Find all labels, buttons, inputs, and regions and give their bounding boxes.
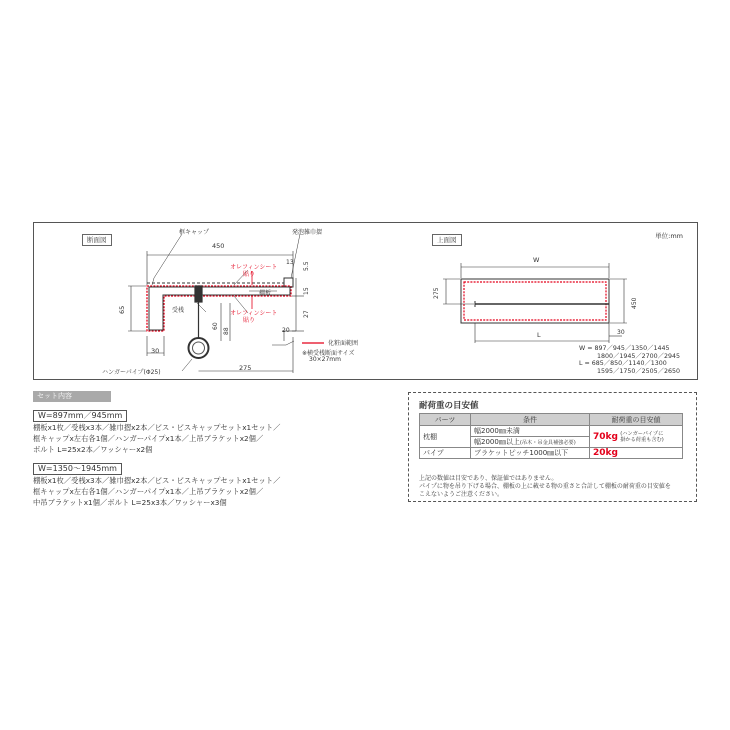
dim-275-section: 275 [239,364,252,372]
group2-line: 中吊ブラケットx1個／ボルト L=25x3本／ワッシャーx3個 [33,498,227,507]
dim-20: 20 [282,327,290,334]
pipe-label: ハンガーパイプ(Φ25) [102,369,161,376]
shelf-cond2: 幅2000㎜以上 [474,438,520,446]
shelf-value-note1: (ハンガーパイプに [620,430,664,437]
dim-450-top: 450 [631,297,638,309]
shelf-solid [147,278,293,330]
olefin-bottom-label2: 貼り [243,317,256,324]
olefin-top-label: オレフィンシート [230,264,278,271]
load-note: パイプに物を吊り下げる場合、棚板の上に載せる物の重さと合計して棚板の耐荷重の目安値を [419,483,671,490]
col-load: 耐荷重の目安値 [590,414,683,426]
size-line: 1595／1750／2505／2650 [597,368,680,376]
receiver-label: 受桟 [172,307,185,314]
group1-line: ボルト L=25x2本／ワッシャーx2個 [33,445,153,454]
dim-88: 88 [223,327,230,335]
load-note: 上記の数値は目安であり、保証値ではありません。 [419,475,558,482]
dim-27: 27 [303,310,310,318]
load-table [419,413,683,459]
size-line: L = 685／850／1140／1300 [579,360,667,368]
set-contents-header: セット内容 [33,391,111,402]
shelf-value-cell [590,426,683,448]
shelf-cond2-cell [471,437,590,448]
top-view-dimension-lines [443,263,627,343]
size-line: W = 897／945／1350／1445 [579,345,670,352]
olefin-top-label2: 貼り [243,271,256,278]
pipe-value-cell [590,448,683,459]
pipe-value: 20kg [593,448,618,458]
load-capacity-box [408,392,697,502]
group1-line: 棚板x1枚／受桟x3本／雑巾摺x2本／ビス・ビスキャップセットx1セット／ [33,423,281,432]
unit-label: 単位:mm [655,232,683,240]
shelf-cond2-note: (吊木・吊金具補強必要) [519,440,576,446]
col-part: パーツ [420,414,471,426]
load-note: こえないようご注意ください。 [419,491,504,498]
dim-275-top: 275 [433,287,440,299]
col-condition: 条件 [471,414,590,426]
section-view-tag: 断面図 [82,234,112,246]
pipe-cond-cell: ブラケットピッチ1000㎜以下 [471,448,590,459]
load-title: 耐荷重の目安値 [419,401,479,411]
dim-l: L [537,331,541,339]
olefin-bottom-label: オレフィンシート [230,310,278,317]
shelf-label: 棚板 [259,290,272,297]
foam-label: 発泡雑巾摺 [292,229,323,236]
shelf-part-cell: 枕棚 [420,426,471,448]
group2-line: 棚板x1枚／受桟x3本／雑巾摺x2本／ビス・ビスキャップセットx1セット／ [33,476,281,485]
top-view-tag: 上面図 [432,234,462,246]
dim-w: W [533,256,540,264]
dim-65: 65 [118,305,126,314]
finish-legend-label: 化粧面範囲 [328,340,359,347]
dim-30-top: 30 [617,329,625,336]
dim-5-5: 5.5 [303,261,310,271]
group2-line: 框キャップx左右各1個／ハンガーパイプx1本／上吊ブラケットx2個／ [33,487,264,496]
hanger-bracket [195,286,202,341]
drawing-panel [33,222,698,380]
frame-cap-label: 框キャップ [179,229,210,236]
group2-width: W=1350〜1945mm [33,463,122,475]
shelf-cond1-cell: 幅2000㎜未満 [471,426,590,437]
dim-60: 60 [212,322,219,330]
shelf-value-note2: 掛かる荷重も含む) [620,436,664,443]
top-view-shelf [461,279,609,323]
dim-30: 30 [151,347,160,355]
shelf-value: 70kg [593,431,618,442]
pipe-part-cell: パイプ [420,448,471,459]
receiver-note-2: 30×27mm [309,356,341,363]
dim-13: 13 [286,259,294,266]
size-list [579,345,680,376]
leader-lines [152,234,300,371]
dim-450: 450 [212,242,225,250]
receiver-note-1: ※横受桟断面サイズ [302,350,355,357]
group1-width: W=897mm／945mm [33,410,127,422]
size-line: 1800／1945／2700／2945 [597,352,680,360]
dim-15: 15 [303,287,310,295]
group1-line: 框キャップx左右各1個／ハンガーパイプx1本／上吊ブラケットx2個／ [33,434,264,443]
